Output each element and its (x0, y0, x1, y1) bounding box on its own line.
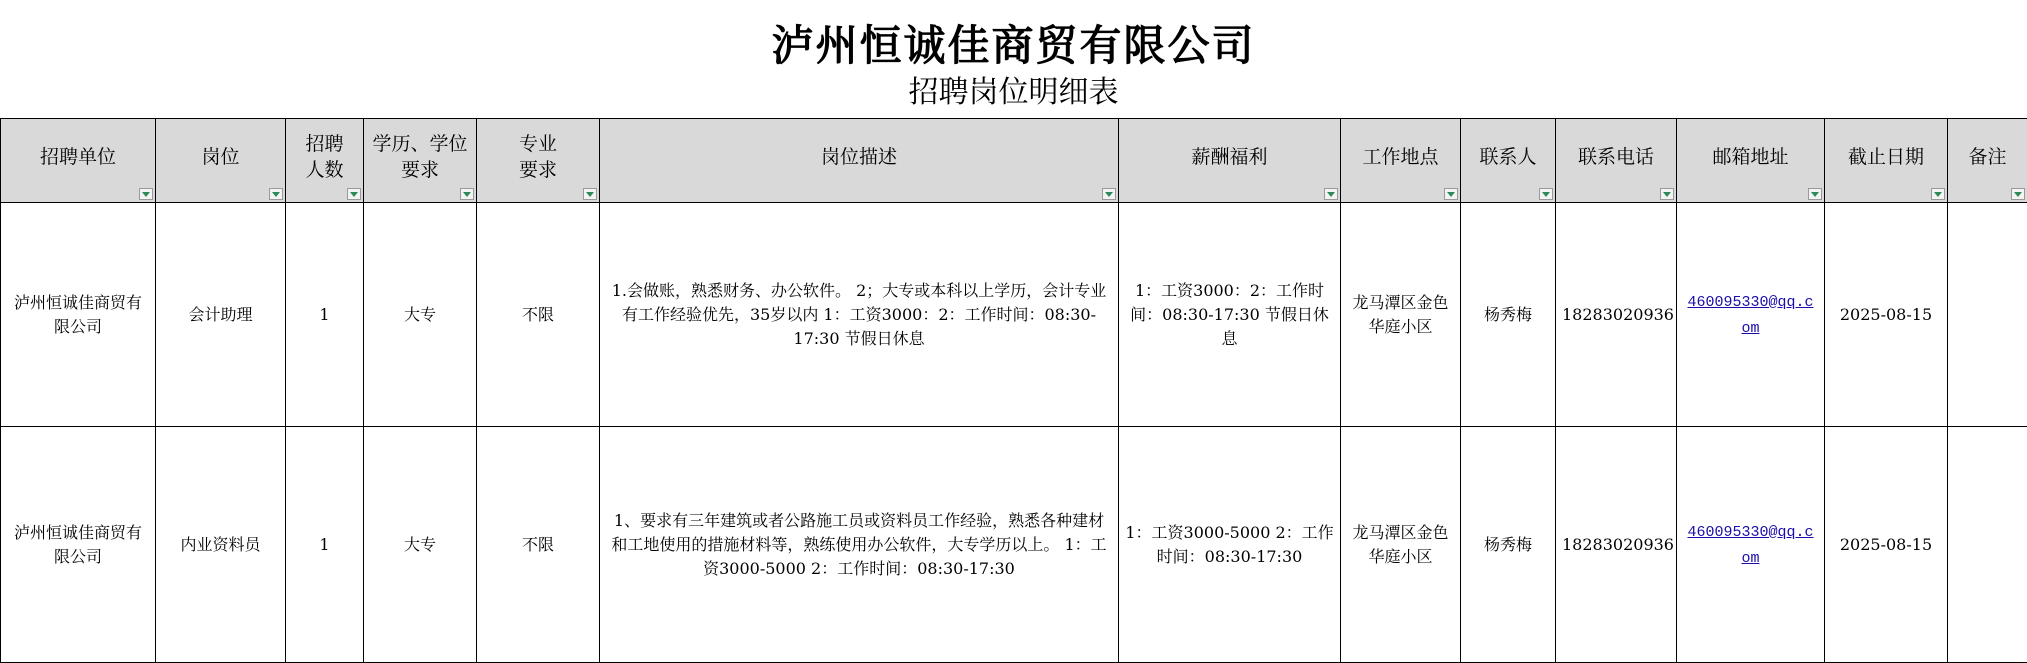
column-header-label: 薪酬福利 (1191, 146, 1267, 168)
column-header (1556, 119, 1677, 203)
column-header-label: 专业要求 (519, 133, 557, 181)
column-header-label: 联系人 (1479, 146, 1536, 168)
filter-dropdown-icon[interactable] (1539, 188, 1553, 200)
column-header-label: 岗位 (201, 146, 239, 168)
cell-description[interactable]: 1.会做账，熟悉财务、办公软件。 2；大专或本科以上学历，会计专业有工作经验优先，35岁以内 1：工资3000：2：工作时间：08:30-17:30 节假日休息 (600, 203, 1119, 427)
cell-major[interactable]: 不限 (477, 203, 600, 427)
cell-location[interactable]: 龙马潭区金色华庭小区 (1341, 427, 1461, 663)
table-row (1, 427, 2027, 663)
cell-deadline[interactable]: 2025-08-15 (1825, 427, 1948, 663)
column-header (286, 119, 364, 203)
cell-phone[interactable]: 18283020936 (1556, 203, 1677, 427)
column-header (1341, 119, 1461, 203)
column-header-label: 联系电话 (1578, 146, 1654, 168)
cell-unit[interactable]: 泸州恒诚佳商贸有限公司 (1, 427, 156, 663)
column-header-label: 岗位描述 (821, 146, 897, 168)
filter-dropdown-icon[interactable] (269, 188, 283, 200)
cell-count[interactable]: 1 (286, 427, 364, 663)
filter-dropdown-icon[interactable] (1660, 188, 1674, 200)
filter-dropdown-icon[interactable] (1931, 188, 1945, 200)
recruitment-table (0, 118, 2027, 663)
sheet-subtitle: 招聘岗位明细表 (0, 72, 2027, 114)
cell-phone[interactable]: 18283020936 (1556, 427, 1677, 663)
cell-description[interactable]: 1、要求有三年建筑或者公路施工员或资料员工作经验，熟悉各种建材和工地使用的措施材料等，熟练使用办公软件，大专学历以上。 1：工资3000-5000 2：工作时间：08:30-17:30 (600, 427, 1119, 663)
cell-email[interactable] (1677, 203, 1825, 427)
column-header (156, 119, 286, 203)
cell-salary[interactable]: 1：工资3000：2：工作时间：08:30-17:30 节假日休息 (1119, 203, 1341, 427)
cell-major[interactable]: 不限 (477, 427, 600, 663)
filter-dropdown-icon[interactable] (1102, 188, 1116, 200)
sheet-title: 泸州恒诚佳商贸有限公司 (0, 18, 2027, 74)
cell-salary[interactable]: 1：工资3000-5000 2：工作时间：08:30-17:30 (1119, 427, 1341, 663)
column-header-label: 招聘单位 (40, 146, 116, 168)
column-header (477, 119, 600, 203)
filter-dropdown-icon[interactable] (1444, 188, 1458, 200)
cell-position[interactable]: 会计助理 (156, 203, 286, 427)
cell-position[interactable]: 内业资料员 (156, 427, 286, 663)
column-header (1948, 119, 2027, 203)
column-header (1, 119, 156, 203)
column-header (364, 119, 477, 203)
cell-note[interactable] (1948, 203, 2027, 427)
column-header (600, 119, 1119, 203)
column-header-label: 学历、学位要求 (372, 133, 467, 181)
filter-dropdown-icon[interactable] (347, 188, 361, 200)
filter-dropdown-icon[interactable] (1324, 188, 1338, 200)
filter-dropdown-icon[interactable] (583, 188, 597, 200)
column-header-label: 邮箱地址 (1712, 146, 1788, 168)
cell-education[interactable]: 大专 (364, 203, 477, 427)
cell-education[interactable]: 大专 (364, 427, 477, 663)
column-header-label: 截止日期 (1848, 146, 1924, 168)
filter-dropdown-icon[interactable] (1808, 188, 1822, 200)
cell-count[interactable]: 1 (286, 203, 364, 427)
column-header (1461, 119, 1556, 203)
column-header-label: 工作地点 (1362, 146, 1438, 168)
cell-email[interactable] (1677, 427, 1825, 663)
header-row (1, 119, 2027, 203)
email-link[interactable]: 460095330@qq.com (1687, 524, 1813, 567)
email-link[interactable]: 460095330@qq.com (1687, 294, 1813, 337)
cell-contact[interactable]: 杨秀梅 (1461, 427, 1556, 663)
cell-note[interactable] (1948, 427, 2027, 663)
column-header (1825, 119, 1948, 203)
column-header-label: 招聘人数 (305, 133, 343, 181)
cell-deadline[interactable]: 2025-08-15 (1825, 203, 1948, 427)
cell-unit[interactable]: 泸州恒诚佳商贸有限公司 (1, 203, 156, 427)
column-header (1119, 119, 1341, 203)
cell-contact[interactable]: 杨秀梅 (1461, 203, 1556, 427)
filter-dropdown-icon[interactable] (139, 188, 153, 200)
column-header (1677, 119, 1825, 203)
column-header-label: 备注 (1968, 146, 2006, 168)
filter-dropdown-icon[interactable] (460, 188, 474, 200)
table-row (1, 203, 2027, 427)
cell-location[interactable]: 龙马潭区金色华庭小区 (1341, 203, 1461, 427)
filter-dropdown-icon[interactable] (2011, 188, 2025, 200)
